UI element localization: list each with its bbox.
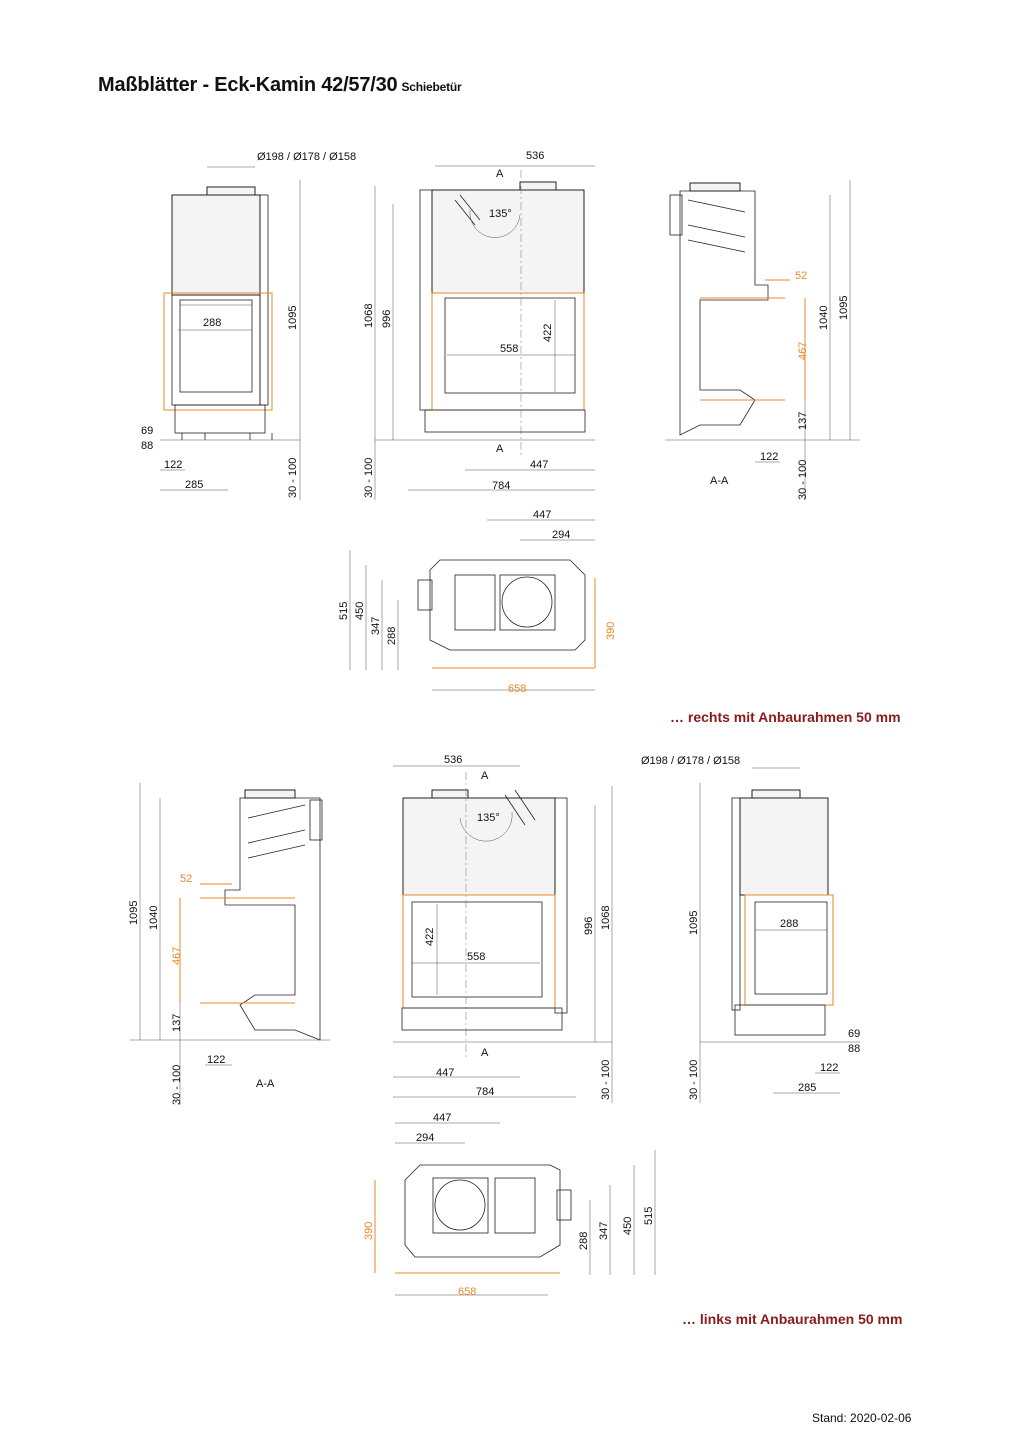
variant-right-label: … rechts mit Anbaurahmen 50 mm <box>670 709 901 725</box>
dim-1040-right: 1040 <box>818 305 830 330</box>
dim-288-plan-right: 288 <box>386 626 398 645</box>
dim-1095-left: 1095 <box>688 910 700 935</box>
dim-288-plan-left: 288 <box>578 1231 590 1250</box>
dim-422-right: 422 <box>542 323 554 342</box>
dim-288-right: 288 <box>203 317 222 329</box>
dim-flue-left: Ø198 / Ø178 / Ø158 <box>641 755 741 767</box>
dim-adj-left: 30 - 100 <box>688 1059 700 1100</box>
dim-285-right: 285 <box>185 479 204 491</box>
dim-447-front-right: 447 <box>530 459 549 471</box>
left-section-view <box>128 783 330 1105</box>
dim-294-plan-right: 294 <box>552 529 571 541</box>
dim-447-front-left: 447 <box>436 1067 455 1079</box>
dim-288-left: 288 <box>780 918 799 930</box>
left-side-view <box>641 755 860 1103</box>
dim-658-left: 658 <box>458 1286 477 1298</box>
dim-122-right: 122 <box>164 459 183 471</box>
variant-left-label: … links mit Anbaurahmen 50 mm <box>682 1311 903 1327</box>
dim-adj-front-right: 30 - 100 <box>363 457 375 498</box>
dim-285-left: 285 <box>798 1082 817 1094</box>
dim-1040-left: 1040 <box>148 905 160 930</box>
left-front-view <box>393 754 612 1103</box>
dim-adj-section-left: 30 - 100 <box>171 1064 183 1105</box>
dim-447-plan-right: 447 <box>533 509 552 521</box>
dim-137-right: 137 <box>797 411 809 430</box>
label-aa-left: A-A <box>256 1078 275 1090</box>
dim-467-left: 467 <box>171 946 183 965</box>
section-a-bottom-left: A <box>481 1047 489 1059</box>
dim-294-plan-left: 294 <box>416 1132 435 1144</box>
dim-angle-left: 135° <box>477 812 500 824</box>
page-title: Maßblätter - Eck-Kamin 42/57/30 Schiebetür <box>98 74 462 96</box>
dim-996-left: 996 <box>583 916 595 935</box>
page-subtitle: Schiebetür <box>401 80 462 94</box>
dim-52-left: 52 <box>180 873 193 885</box>
left-plan-view <box>363 1112 655 1298</box>
section-a-top-right: A <box>496 168 504 180</box>
right-front-view <box>363 150 595 500</box>
label-aa-right: A-A <box>710 475 729 487</box>
dim-658-right: 658 <box>508 683 527 695</box>
dim-450-right: 450 <box>354 601 366 620</box>
dim-558-left: 558 <box>467 951 486 963</box>
dim-52-right: 52 <box>795 270 808 282</box>
dim-784-front-right: 784 <box>492 480 511 492</box>
dim-122-section-left: 122 <box>207 1054 226 1066</box>
section-a-top-left: A <box>481 770 489 782</box>
dim-1095-section-right: 1095 <box>838 295 850 320</box>
stand-date: Stand: 2020-02-06 <box>812 1411 912 1425</box>
dim-422-left: 422 <box>424 927 436 946</box>
dim-536-right: 536 <box>526 150 545 162</box>
right-section-view <box>665 180 860 500</box>
dim-390-left: 390 <box>363 1221 375 1240</box>
dim-515-left: 515 <box>643 1206 655 1225</box>
dim-515-right: 515 <box>338 601 350 620</box>
dim-558-right: 558 <box>500 343 519 355</box>
dim-137-left: 137 <box>171 1013 183 1032</box>
dim-536-left: 536 <box>444 754 463 766</box>
dim-flue-right: Ø198 / Ø178 / Ø158 <box>257 151 357 163</box>
dim-467-right: 467 <box>797 341 809 360</box>
dim-1068-right: 1068 <box>363 303 375 328</box>
right-side-view <box>141 151 356 500</box>
dim-1068-left: 1068 <box>600 905 612 930</box>
right-plan-view <box>338 509 617 695</box>
dim-347-left: 347 <box>598 1221 610 1240</box>
dim-122-section-right: 122 <box>760 451 779 463</box>
dim-88-left: 88 <box>848 1043 861 1055</box>
dim-122-left: 122 <box>820 1062 839 1074</box>
dim-347-right: 347 <box>370 616 382 635</box>
dim-angle-right: 135° <box>489 208 512 220</box>
dim-adj-front-left: 30 - 100 <box>600 1059 612 1100</box>
dim-996-right: 996 <box>381 309 393 328</box>
dim-adj-right: 30 - 100 <box>287 457 299 498</box>
dim-447-plan-left: 447 <box>433 1112 452 1124</box>
dim-390-right: 390 <box>605 621 617 640</box>
dim-784-front-left: 784 <box>476 1086 495 1098</box>
dim-450-left: 450 <box>622 1216 634 1235</box>
dim-1095-right: 1095 <box>287 305 299 330</box>
dim-1095-section-left: 1095 <box>128 900 140 925</box>
dim-69-left: 69 <box>848 1028 861 1040</box>
dim-88-right: 88 <box>141 440 154 452</box>
dim-69-right: 69 <box>141 425 154 437</box>
section-a-bottom-right: A <box>496 443 504 455</box>
dim-adj-section-right: 30 - 100 <box>797 459 809 500</box>
